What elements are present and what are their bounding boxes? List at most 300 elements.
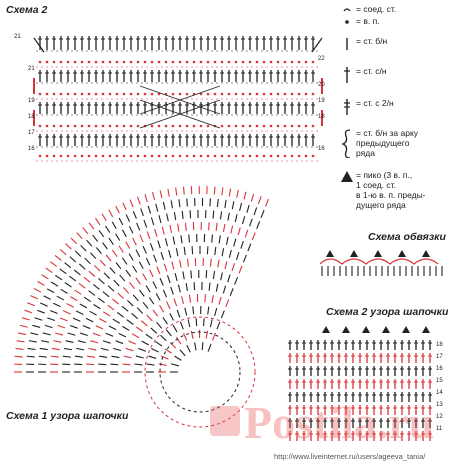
fan-stitch <box>63 356 71 357</box>
fan-stitch <box>225 261 227 269</box>
diagonal-edge <box>34 38 44 52</box>
chain-dot <box>109 61 112 64</box>
fan-stitch <box>99 278 105 283</box>
fan-stitch <box>248 244 251 251</box>
fan-stitch <box>80 333 88 335</box>
fan-stitch <box>136 356 144 358</box>
fan-stitch <box>175 356 182 360</box>
chain-dot <box>158 61 161 64</box>
fan-stitch <box>175 273 177 281</box>
fan-stitch <box>235 214 237 222</box>
chain-dot <box>298 93 301 96</box>
fan-stitch <box>122 230 126 237</box>
hat-pattern-2-title: Схема 2 узора шапочки <box>326 306 449 318</box>
fan-stitch <box>212 295 213 303</box>
fan-stitch <box>180 260 181 268</box>
fan-stitch <box>164 264 167 272</box>
fan-stitch <box>103 312 110 316</box>
fan-stitch <box>165 238 167 246</box>
fan-stitch <box>90 311 97 315</box>
fan-stitch <box>236 252 238 260</box>
chain-dot <box>60 93 63 96</box>
fan-stitch <box>166 330 171 336</box>
watermark-text: Postila.ru <box>244 397 435 448</box>
chain-dot <box>74 155 77 158</box>
fan-stitch <box>65 244 71 250</box>
chain-dot <box>228 155 231 158</box>
fan-stitch <box>204 318 205 326</box>
chain-dot <box>235 61 238 64</box>
fan-stitch <box>132 266 136 273</box>
fan-stitch <box>169 250 171 258</box>
chain-dot <box>81 155 84 158</box>
fan-stitch <box>55 333 63 335</box>
fan-stitch <box>151 217 153 225</box>
fan-stitch <box>206 331 207 339</box>
fan-stitch <box>196 318 197 326</box>
fan-stitch <box>221 311 224 318</box>
fan-stitch <box>193 306 194 314</box>
fan-stitch <box>136 278 140 285</box>
fan-stitch <box>205 294 206 302</box>
fan-stitch <box>242 216 244 224</box>
chain-dot <box>312 125 315 128</box>
chain-dot <box>123 125 126 128</box>
fan-stitch <box>25 310 33 313</box>
fan-stitch <box>239 266 242 273</box>
fan-stitch <box>119 218 123 225</box>
fan-stitch <box>212 235 213 243</box>
fan-stitch <box>70 325 78 328</box>
fan-stitch <box>194 282 195 290</box>
chain-dot <box>242 125 245 128</box>
chain-dot <box>207 125 210 128</box>
row-number: 13 <box>436 402 443 408</box>
chain-dot <box>256 125 259 128</box>
chain-dot <box>312 93 315 96</box>
fan-stitch <box>223 286 225 294</box>
chain-dot <box>130 125 133 128</box>
legend-text: = в. п. <box>356 16 380 26</box>
fan-stitch <box>176 188 177 196</box>
row-number: 14 <box>436 390 443 396</box>
row-number: 17 <box>436 354 443 360</box>
fan-stitch <box>172 262 174 270</box>
fan-stitch <box>213 271 214 279</box>
fan-stitch <box>160 305 164 312</box>
fan-stitch <box>153 192 155 200</box>
picot-mark <box>382 326 390 333</box>
chain-dot <box>242 155 245 158</box>
fan-stitch <box>53 341 61 343</box>
chain-dot <box>312 61 315 64</box>
fan-stitch <box>57 296 64 300</box>
fan-stitch <box>230 288 233 295</box>
fan-stitch <box>98 298 104 303</box>
chain-dot <box>102 61 105 64</box>
chain-dot <box>39 61 42 64</box>
picot-mark <box>374 250 382 257</box>
chain-dot <box>305 93 308 96</box>
fan-stitch <box>181 235 182 243</box>
fan-stitch <box>229 250 231 258</box>
chain-dot <box>207 155 210 158</box>
fan-stitch <box>93 333 101 336</box>
legend-item-chain <box>340 16 458 30</box>
fan-stitch <box>79 283 85 288</box>
fan-stitch <box>66 341 74 343</box>
chain-dot <box>74 93 77 96</box>
fan-stitch <box>116 206 120 213</box>
fan-stitch <box>122 326 129 330</box>
chain-dot <box>53 155 56 158</box>
chain-dot <box>228 61 231 64</box>
fan-stitch <box>130 282 135 288</box>
chain-dot <box>291 61 294 64</box>
fan-stitch <box>188 319 190 327</box>
fan-stitch <box>114 280 119 286</box>
chain-dot <box>186 61 189 64</box>
fan-stitch <box>70 257 76 262</box>
fan-stitch <box>109 210 113 217</box>
fan-stitch <box>77 233 82 239</box>
fan-stitch <box>160 278 163 285</box>
picot-mark <box>422 250 430 257</box>
fan-stitch <box>89 271 95 276</box>
row-number: 11 <box>436 426 443 432</box>
fan-stitch <box>64 348 72 349</box>
picot-mark <box>398 250 406 257</box>
chain-dot <box>186 155 189 158</box>
fan-stitch <box>89 291 95 296</box>
fan-stitch <box>159 215 161 223</box>
chain-dot <box>109 93 112 96</box>
fan-stitch <box>143 273 147 280</box>
fan-stitch <box>86 364 94 365</box>
chain-dot <box>116 93 119 96</box>
chain-dot <box>221 61 224 64</box>
fan-stitch <box>244 192 246 200</box>
picot-mark <box>350 250 358 257</box>
chain-dot <box>116 155 119 158</box>
chain-dot <box>165 61 168 64</box>
fan-stitch <box>96 326 103 329</box>
chain-dot <box>95 155 98 158</box>
fan-stitch <box>155 342 162 347</box>
chain-dot <box>172 155 175 158</box>
legend-item-single-crochet <box>340 36 458 50</box>
fan-stitch <box>168 189 169 197</box>
fan-stitch <box>109 238 113 245</box>
fan-stitch <box>88 348 96 350</box>
fan-stitch <box>108 305 114 310</box>
fan-stitch <box>65 263 71 268</box>
fan-stitch <box>53 303 60 306</box>
chain-dot <box>270 125 273 128</box>
fan-stitch <box>147 364 155 365</box>
fan-stitch <box>186 283 187 291</box>
fan-stitch <box>224 224 225 232</box>
fan-stitch <box>30 296 37 299</box>
row-number: 18 <box>318 114 325 120</box>
fan-stitch <box>156 293 160 300</box>
fan-stitch <box>100 260 105 266</box>
chain-dot <box>263 93 266 96</box>
fan-stitch <box>116 341 124 344</box>
fan-stitch <box>126 242 130 249</box>
fan-stitch <box>95 218 99 225</box>
fan-stitch <box>176 248 177 256</box>
fan-stitch <box>226 299 229 306</box>
fan-stitch <box>84 277 90 282</box>
chain-dot <box>81 125 84 128</box>
fan-stitch <box>74 270 80 275</box>
fan-stitch <box>126 214 129 221</box>
chain-dot <box>88 155 91 158</box>
chain-dot <box>144 61 147 64</box>
chain-dot <box>67 61 70 64</box>
fan-stitch <box>130 200 133 207</box>
chain-dot <box>151 61 154 64</box>
fan-stitch <box>215 247 216 255</box>
binding-scheme-title: Схема обвязки <box>368 231 446 243</box>
chain-dot <box>88 125 91 128</box>
fan-stitch <box>209 283 210 291</box>
fan-stitch <box>94 265 100 271</box>
fan-stitch <box>122 258 126 265</box>
fan-stitch <box>189 234 190 242</box>
fan-stitch <box>99 356 107 357</box>
chain-dot <box>172 93 175 96</box>
fan-stitch <box>171 287 174 295</box>
fan-stitch <box>76 311 83 315</box>
chain-dot <box>221 93 224 96</box>
chain-dot <box>130 61 133 64</box>
fan-stitch <box>214 187 215 195</box>
binding-scheme <box>320 250 442 276</box>
fan-stitch <box>225 200 226 208</box>
fan-stitch <box>117 312 123 317</box>
chain-dot <box>249 125 252 128</box>
fan-stitch <box>140 235 143 242</box>
fan-stitch <box>71 238 77 244</box>
row-number: 12 <box>436 414 443 420</box>
picot-mark <box>322 326 330 333</box>
fan-stitch <box>41 341 49 343</box>
fan-stitch <box>153 282 157 289</box>
fan-stitch <box>219 297 221 305</box>
fan-stitch <box>157 322 162 328</box>
fan-stitch <box>191 270 192 278</box>
fan-stitch <box>251 194 253 202</box>
fan-stitch <box>106 333 113 336</box>
fan-stitch <box>187 199 188 207</box>
chain-dot <box>298 61 301 64</box>
fan-stitch <box>132 334 139 338</box>
fan-stitch <box>238 228 240 236</box>
picot-mark <box>402 326 410 333</box>
chain-dot <box>53 93 56 96</box>
binding-arc <box>320 259 438 264</box>
fan-stitch <box>47 289 54 293</box>
fan-stitch <box>113 319 120 323</box>
chain-dot <box>137 61 140 64</box>
fan-stitch <box>129 226 132 233</box>
fan-stitch <box>153 310 158 316</box>
fan-stitch <box>60 269 66 274</box>
fan-stitch <box>83 228 88 234</box>
source-url: http://www.liveinternet.ru/users/ageeva_tania/ <box>274 452 426 461</box>
fan-stitch <box>51 282 58 286</box>
chain-dot <box>88 61 91 64</box>
fan-stitch <box>133 295 138 301</box>
fan-stitch <box>142 341 149 345</box>
fan-stitch <box>138 348 145 351</box>
fan-stitch <box>104 273 110 279</box>
fan-stitch <box>185 308 187 316</box>
chain-dot <box>179 155 182 158</box>
fan-stitch <box>44 296 51 300</box>
fan-stitch <box>110 364 118 365</box>
hat-pattern-1-fan <box>14 186 268 427</box>
fan-stitch <box>192 246 193 254</box>
chain-dot <box>291 155 294 158</box>
fan-stitch <box>15 356 23 357</box>
fan-stitch <box>74 290 81 294</box>
legend-text: = ст. с 2/н <box>356 98 394 108</box>
fan-stitch <box>215 308 217 316</box>
row-number: 20 <box>318 82 325 88</box>
fan-stitch <box>147 232 150 239</box>
row-number: 17 <box>28 130 35 136</box>
chain-dot <box>46 125 49 128</box>
fan-stitch <box>171 200 172 208</box>
chain-dot <box>305 125 308 128</box>
fan-stitch <box>218 260 219 268</box>
fan-stitch <box>167 302 170 309</box>
fan-stitch <box>261 210 264 217</box>
row-number: 18 <box>436 342 443 348</box>
chain-dot <box>270 61 273 64</box>
chain-dot <box>242 93 245 96</box>
chain-dot <box>158 125 161 128</box>
fan-stitch <box>15 348 23 349</box>
fan-stitch <box>32 325 40 327</box>
chain-dot <box>67 93 70 96</box>
chain-dot <box>151 93 154 96</box>
fan-stitch <box>210 319 212 327</box>
chain-dot <box>221 125 224 128</box>
fan-stitch <box>217 199 218 207</box>
fan-stitch <box>119 246 123 253</box>
fan-stitch <box>148 356 156 358</box>
chain-dot <box>130 93 133 96</box>
fan-stitch <box>213 333 216 340</box>
chain-dot <box>214 155 217 158</box>
chain-dot <box>277 155 280 158</box>
fan-stitch <box>174 212 175 220</box>
legend-item-double-crochet <box>340 98 458 112</box>
chain-dot <box>123 155 126 158</box>
fan-stitch <box>182 296 184 304</box>
legend-item-picot <box>340 170 458 210</box>
chain-dot <box>312 155 315 158</box>
fan-stitch <box>254 207 257 215</box>
chain-dot <box>102 125 105 128</box>
fan-stitch <box>186 223 187 231</box>
chain-dot <box>60 155 63 158</box>
fan-stitch <box>206 270 207 278</box>
fan-stitch <box>141 321 147 326</box>
fan-stitch <box>60 318 67 321</box>
row-number: 19 <box>28 98 35 104</box>
fan-stitch <box>103 341 111 343</box>
chain-dot <box>256 61 259 64</box>
chain-dot <box>277 125 280 128</box>
fan-stitch <box>156 204 158 212</box>
fan-stitch <box>109 326 116 330</box>
chain-dot <box>284 125 287 128</box>
fan-stitch <box>258 196 261 204</box>
fan-stitch <box>148 206 150 214</box>
chain-dot <box>270 93 273 96</box>
chain-dot <box>74 125 77 128</box>
chain-dot <box>95 125 98 128</box>
legend-text: = пико (3 в. п., 1 соед. ст. в 1-ю в. п. преды- дущего ряда <box>356 170 426 210</box>
fan-stitch <box>133 238 137 245</box>
chain-dot <box>137 125 140 128</box>
fan-stitch <box>75 251 81 257</box>
fan-stitch <box>184 187 185 195</box>
scheme-2-grid <box>34 36 322 161</box>
fan-stitch <box>144 220 147 228</box>
fan-stitch <box>27 303 34 306</box>
fan-stitch <box>143 246 146 253</box>
fan-stitch <box>173 237 175 245</box>
fan-stitch <box>208 307 209 315</box>
fan-stitch <box>81 245 86 251</box>
fan-stitch <box>134 364 142 365</box>
chain-dot <box>305 155 308 158</box>
chain-dot <box>256 155 259 158</box>
fan-stitch <box>18 333 26 335</box>
fan-stitch <box>51 356 59 357</box>
chain-dot <box>102 155 105 158</box>
chain-dot <box>109 155 112 158</box>
chain-dot <box>123 93 126 96</box>
fan-stitch <box>170 342 176 348</box>
fan-stitch <box>129 254 133 261</box>
fan-stitch <box>143 302 148 308</box>
fan-stitch <box>170 313 174 320</box>
chain-dot <box>102 93 105 96</box>
chain-dot <box>144 155 147 158</box>
fan-stitch <box>127 300 133 306</box>
fan-stitch <box>157 266 160 273</box>
fan-stitch <box>145 194 147 202</box>
chain-dot <box>249 93 252 96</box>
legend-item-half-double <box>340 66 458 80</box>
chain-dot <box>179 93 182 96</box>
fan-stitch <box>78 341 86 343</box>
fan-stitch <box>132 313 138 318</box>
scheme-2-title: Схема 2 <box>6 4 48 16</box>
fan-stitch <box>87 356 95 357</box>
chain-dot <box>95 93 98 96</box>
fan-stitch <box>216 284 218 292</box>
fan-stitch <box>139 262 143 269</box>
fan-stitch <box>195 342 196 350</box>
